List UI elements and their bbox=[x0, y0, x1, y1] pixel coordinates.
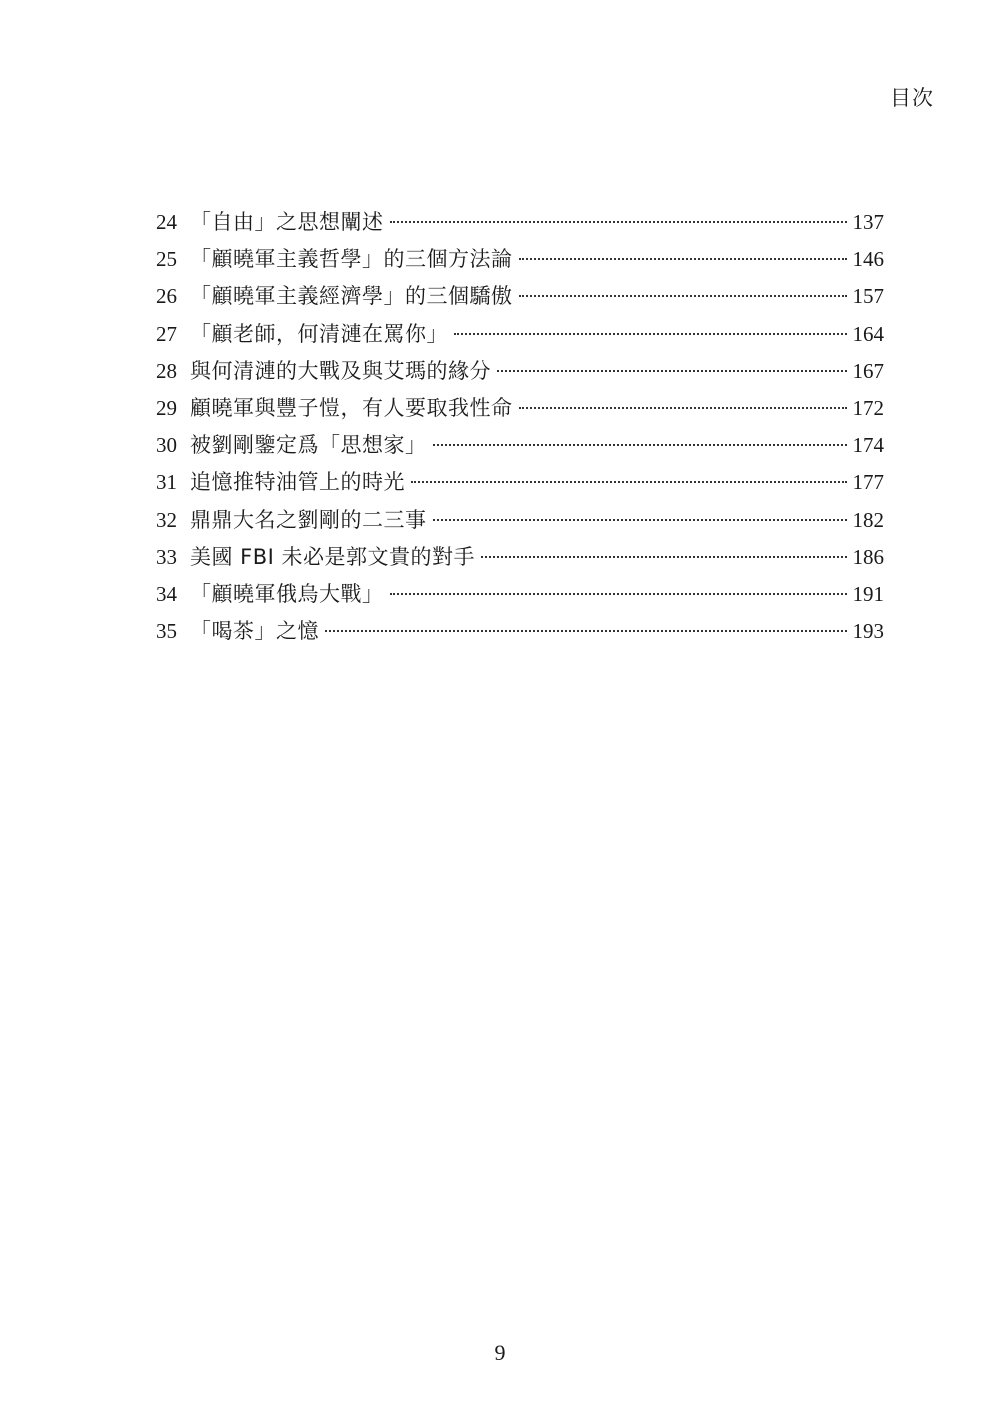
toc-entry[interactable] bbox=[156, 613, 884, 650]
entry-title: 「顧曉軍俄烏大戰」 bbox=[190, 581, 384, 606]
table-of-contents bbox=[156, 204, 884, 650]
toc-entry[interactable] bbox=[156, 502, 884, 539]
page-number: 9 bbox=[494, 1340, 506, 1365]
entry-title: 「自由」之思想闡述 bbox=[190, 210, 384, 234]
entry-number: 28 bbox=[156, 358, 177, 383]
entry-number: 33 bbox=[156, 544, 177, 569]
entry-title: 「喝茶」之憶 bbox=[190, 619, 319, 644]
entry-number: 24 bbox=[156, 210, 177, 234]
entry-title: 「顧曉軍主義哲學」的三個方法論 bbox=[190, 247, 513, 272]
entry-title: 與何清漣的大戰及與艾瑪的緣分 bbox=[190, 358, 491, 383]
entry-page: 182 bbox=[852, 507, 884, 532]
toc-entry[interactable] bbox=[156, 204, 884, 241]
entry-page: 172 bbox=[852, 395, 884, 420]
entry-page: 167 bbox=[852, 358, 884, 383]
entry-number: 34 bbox=[156, 581, 177, 606]
dot-leader bbox=[411, 481, 847, 483]
entry-title: 顧曉軍與豐子愷，有人要取我性命 bbox=[190, 395, 513, 420]
entry-number: 35 bbox=[156, 619, 177, 644]
entry-title: 鼎鼎大名之劉剛的二三事 bbox=[190, 507, 427, 532]
toc-entry[interactable] bbox=[156, 278, 884, 315]
entry-number: 26 bbox=[156, 284, 177, 309]
entry-page: 137 bbox=[852, 210, 884, 234]
entry-number: 29 bbox=[156, 395, 177, 420]
dot-leader bbox=[433, 444, 847, 446]
toc-entry[interactable] bbox=[156, 390, 884, 427]
dot-leader bbox=[325, 630, 847, 632]
dot-leader bbox=[454, 333, 847, 335]
toc-entry[interactable] bbox=[156, 241, 884, 278]
entry-number: 32 bbox=[156, 507, 177, 532]
entry-title: 追憶推特油管上的時光 bbox=[190, 470, 405, 495]
toc-entry[interactable] bbox=[156, 576, 884, 613]
entry-page: 186 bbox=[852, 544, 884, 569]
entry-title: 被劉剛鑒定爲「思想家」 bbox=[190, 433, 427, 458]
entry-page: 191 bbox=[852, 581, 884, 606]
entry-number: 25 bbox=[156, 247, 177, 272]
dot-leader bbox=[519, 407, 847, 409]
toc-entry[interactable] bbox=[156, 464, 884, 501]
entry-number: 30 bbox=[156, 433, 177, 458]
dot-leader bbox=[497, 370, 847, 372]
entry-page: 146 bbox=[852, 247, 884, 272]
entry-title: 美國 FBI 未必是郭文貴的對手 bbox=[190, 544, 476, 569]
dot-leader bbox=[481, 556, 846, 558]
dot-leader bbox=[519, 258, 847, 260]
entry-page: 174 bbox=[852, 433, 884, 458]
toc-entry[interactable] bbox=[156, 316, 884, 353]
dot-leader bbox=[519, 295, 847, 297]
entry-number: 31 bbox=[156, 470, 177, 495]
entry-number: 27 bbox=[156, 321, 177, 346]
entry-page: 177 bbox=[852, 470, 884, 495]
toc-entry[interactable] bbox=[156, 539, 884, 576]
entry-page: 157 bbox=[852, 284, 884, 309]
dot-leader bbox=[390, 221, 847, 223]
entry-title: 「顧曉軍主義經濟學」的三個驕傲 bbox=[190, 284, 513, 309]
running-header: 目次 bbox=[890, 86, 934, 110]
entry-page: 164 bbox=[852, 321, 884, 346]
entry-title: 「顧老師，何清漣在罵你」 bbox=[190, 321, 448, 346]
entry-page: 193 bbox=[852, 619, 884, 644]
toc-entry[interactable] bbox=[156, 353, 884, 390]
dot-leader bbox=[433, 519, 847, 521]
dot-leader bbox=[390, 593, 847, 595]
toc-entry[interactable] bbox=[156, 427, 884, 464]
